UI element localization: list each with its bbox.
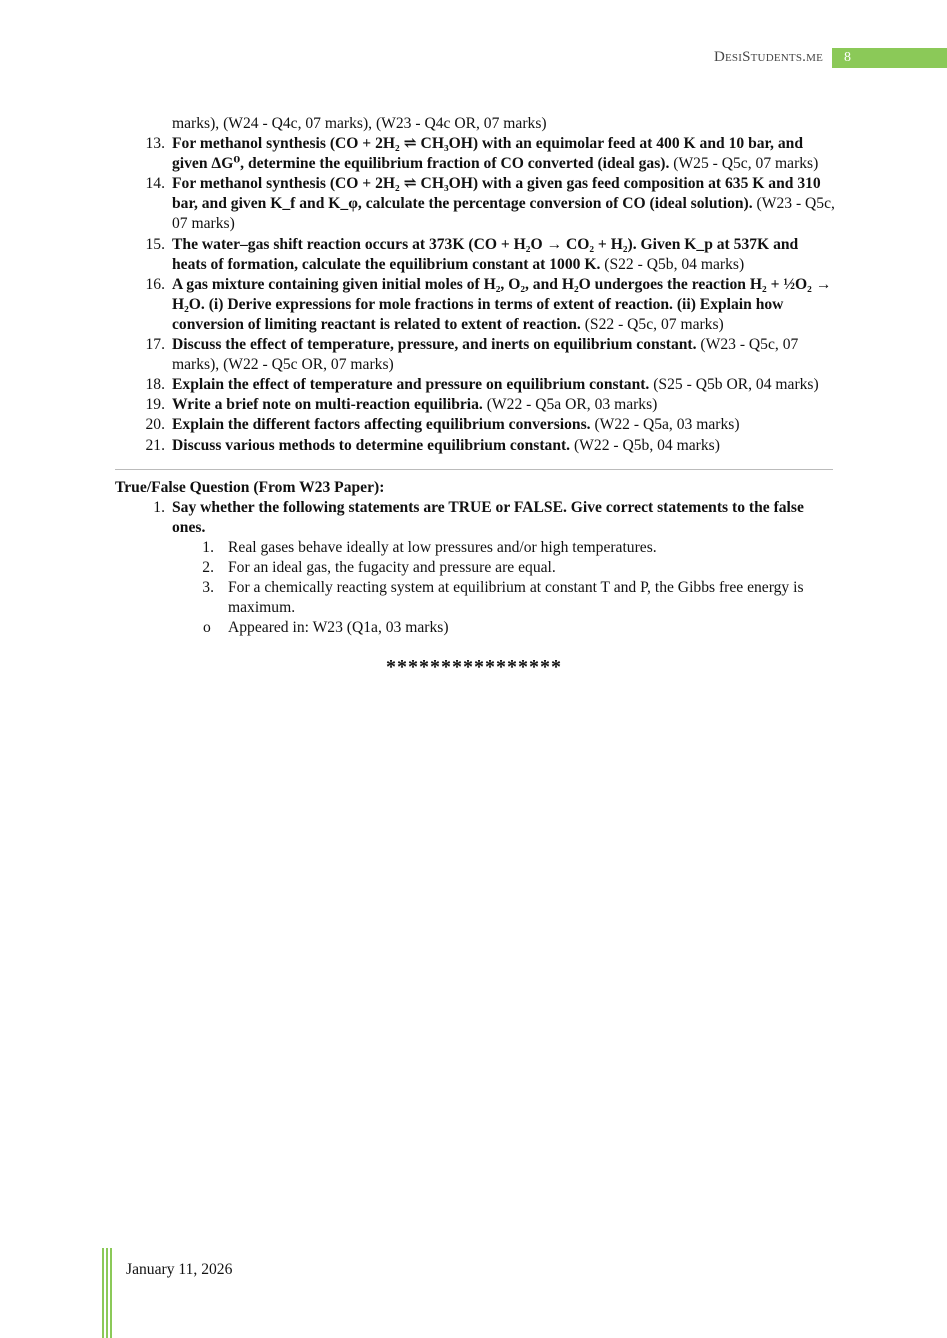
item-number: 13. (145, 135, 165, 153)
question-item (115, 335, 835, 375)
question-text: A gas mixture containing given initial moles of H₂, O₂, and H₂O undergoes the reaction H₂ + ½O₂ → H₂O. (i) Derive expressions for mole fractions in terms of extent of reaction. (ii) Explain how conversion of limiting reactant is related to extent of reaction. (172, 275, 832, 333)
bullet-marker: o (203, 619, 211, 637)
question-text: Say whether the following statements are TRUE or FALSE. Give correct statements to the false ones. (172, 498, 804, 536)
page-header (0, 48, 947, 68)
footer-date: January 11, 2026 (126, 1261, 233, 1278)
green-bar (110, 1248, 112, 1338)
green-bar (106, 1248, 108, 1338)
appeared-in-text: Appeared in: W23 (Q1a, 03 marks) (228, 619, 449, 637)
statement-number: 3. (202, 579, 214, 597)
question-text: For methanol synthesis (CO + 2H₂ ⇌ CH₃OH) with a given gas feed composition at 635 K and 310 bar, and given K_f and K_φ, calculate the percentage conversion of CO (ideal solution). (172, 175, 821, 213)
question-item (115, 436, 835, 456)
question-text: The water–gas shift reaction occurs at 373K (CO + H₂O → CO₂ + H₂). Given K_p at 537K and heats of formation, calculate the equilibrium constant at 1000 K. (172, 235, 799, 273)
statement-text: Real gases behave ideally at low pressures and/or high temperatures. (228, 538, 657, 556)
section-divider (115, 469, 833, 470)
statement-number: 1. (202, 538, 214, 556)
question-item (115, 395, 835, 415)
item-number: 18. (145, 376, 165, 394)
question-item (115, 134, 835, 174)
appeared-in-item (115, 618, 835, 638)
item-number: 17. (145, 336, 165, 354)
item-number: 16. (145, 275, 165, 293)
question-ref: (S22 - Q5c, 07 marks) (580, 315, 724, 333)
question-text: Write a brief note on multi-reaction equilibria. (172, 396, 483, 414)
true-false-question (115, 498, 835, 538)
site-name: DesiStudents.me (713, 49, 823, 65)
question-ref: (W25 - Q5c, 07 marks) (669, 155, 819, 173)
question-ref: (S25 - Q5b OR, 04 marks) (649, 376, 819, 394)
statement-item (115, 578, 835, 618)
page-number-badge: 8 (832, 48, 947, 68)
question-ref: (W22 - Q5b, 04 marks) (570, 436, 720, 454)
question-ref: (W23 - Q5c, 07 marks), (W22 - Q5c OR, 07 marks) (172, 336, 799, 374)
question-item (115, 174, 835, 234)
footer-green-bars (102, 1248, 116, 1338)
question-item (115, 235, 835, 275)
item-number: 14. (145, 175, 165, 193)
item-number: 19. (145, 396, 165, 414)
item-number: 1. (153, 498, 165, 516)
statement-item (115, 538, 835, 558)
continuation-text: marks), (W24 - Q4c, 07 marks), (W23 - Q4c OR, 07 marks) (172, 115, 547, 132)
question-item (115, 275, 835, 335)
question-ref: (W23 - Q5c, 07 marks) (172, 195, 835, 233)
statement-text: For an ideal gas, the fugacity and pressure are equal. (228, 558, 556, 576)
question-text: Explain the effect of temperature and pressure on equilibrium constant. (172, 376, 650, 394)
question-text: For methanol synthesis (CO + 2H₂ ⇌ CH₃OH) with an equimolar feed at 400 K and 10 bar, and given ΔG⁰, determine the equilibrium fraction of CO converted (ideal gas). (172, 135, 803, 173)
statement-text: For a chemically reacting system at equilibrium at constant T and P, the Gibbs free energy is maximum. (228, 579, 804, 617)
page-content (115, 114, 835, 679)
question-ref: (W22 - Q5a, 03 marks) (590, 416, 740, 434)
statement-item (115, 558, 835, 578)
end-separator: **************** (386, 656, 562, 679)
item-number: 20. (145, 416, 165, 434)
question-text: Discuss various methods to determine equilibrium constant. (172, 436, 571, 454)
question-ref: (S22 - Q5b, 04 marks) (600, 255, 745, 273)
question-text: Explain the different factors affecting equilibrium conversions. (172, 416, 591, 434)
item-number: 15. (145, 235, 165, 253)
question-item (115, 375, 835, 395)
item-number: 21. (145, 436, 165, 454)
statement-number: 2. (202, 558, 214, 576)
true-false-heading: True/False Question (From W23 Paper): (115, 478, 385, 496)
question-item (115, 415, 835, 435)
green-bar (102, 1248, 104, 1338)
question-text: Discuss the effect of temperature, pressure, and inerts on equilibrium constant. (172, 336, 697, 354)
question-ref: (W22 - Q5a OR, 03 marks) (482, 396, 658, 414)
